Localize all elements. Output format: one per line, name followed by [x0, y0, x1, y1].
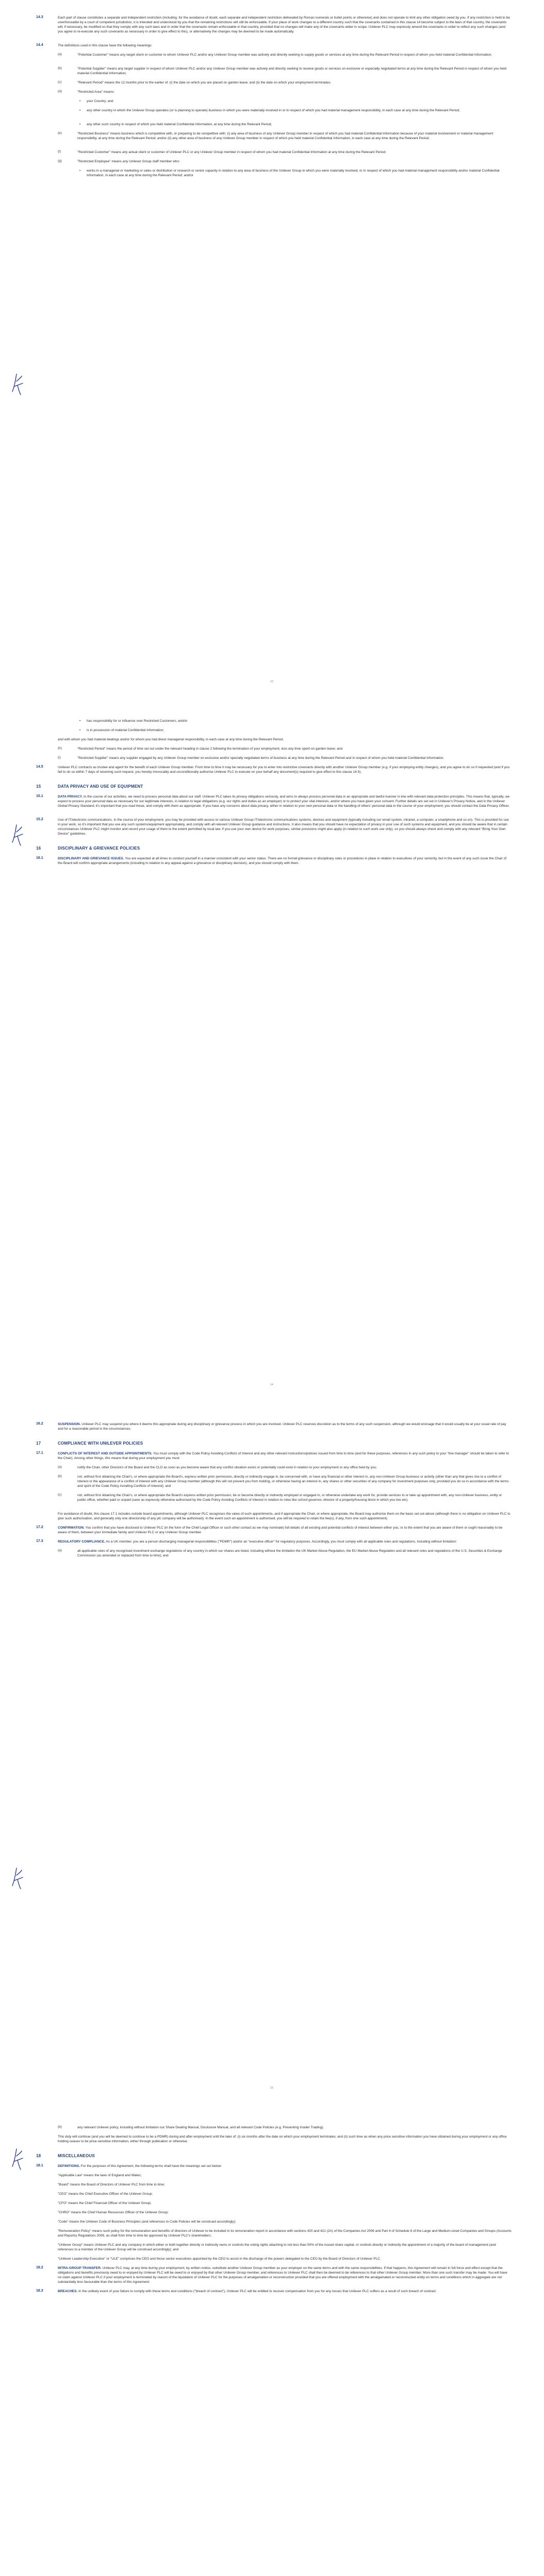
clause-text	[58, 2229, 512, 2238]
clause-text	[77, 80, 512, 85]
clause-body: "Remuneration Policy" means such policy for the remuneration and benefits of directors of Unilever to be included in its remuneration report in accordance with sections 420 and 421 (2A) of the Companies Act 2006 and Part 4 of Schedule 8 of the Large and Medium-sized Companies and Groups (Accounts and Reports) Regulations 2008, as shall from time to time be approved by Unilever PLC's shareholders;	[58, 2229, 512, 2238]
clause-body: For the purposes of this Agreement, the following terms shall have the meanings set out below:	[80, 2164, 222, 2168]
subclause-label: (b)	[58, 1475, 62, 1478]
clause-text	[58, 2134, 512, 2144]
handwritten-initial-mark	[9, 2146, 25, 2172]
clause-lead: SUSPENSION.	[58, 1422, 81, 1426]
clause-number: 15.2	[36, 818, 43, 821]
subclause-label: (i)	[58, 756, 61, 759]
clause-text	[77, 159, 512, 164]
clause-text	[58, 43, 512, 48]
clause-lead: CONFLICTS OF INTEREST AND OUTSIDE APPOINTMENTS.	[58, 1452, 153, 1455]
clause-number: 17.3	[36, 1539, 43, 1543]
clause-text	[58, 2266, 512, 2284]
clause-body: As a UK member, you are a person discharging managerial responsibilities ("PDMR") and/or an "executive officer" for regulatory purposes. Accordingly, you must comply with all applicable rules and regulations, including without limitation:	[106, 1540, 457, 1544]
section-number: 17	[36, 1441, 41, 1446]
page-number: 15	[270, 2087, 273, 2090]
clause-text	[77, 1465, 512, 1470]
section-heading: DATA PRIVACY AND USE OF EQUIPMENT	[58, 784, 143, 789]
clause-text	[58, 2173, 512, 2178]
clause-body: Unilever PLC may suspend you where it deems this appropriate during any disciplinary or grievance process in which you are involved. Unilever PLC reserves discretion as to the terms of any such suspension, although we would envisage that it would usually be at your usual rate of pay and for a reasonable period in the circumstances.	[58, 1422, 506, 1431]
section-heading: MISCELLANEOUS	[58, 2154, 95, 2158]
clause-number: 18.2	[36, 2266, 43, 2269]
clause-text	[58, 794, 512, 808]
clause-number: 18.3	[36, 2289, 43, 2293]
subclause-label: (a)	[58, 1549, 62, 1552]
clause-body: is in possession of material Confidential Information;	[87, 728, 164, 732]
clause-number: 14.3	[36, 15, 43, 19]
subclause-label: (a)	[58, 53, 62, 56]
clause-lead: DISCIPLINARY AND GRIEVANCE ISSUES.	[58, 857, 124, 860]
clause-text	[58, 1526, 512, 1535]
clause-text	[58, 856, 512, 866]
section-heading: COMPLIANCE WITH UNILEVER POLICIES	[58, 1441, 143, 1446]
clause-text	[58, 2182, 512, 2187]
clause-text	[77, 66, 512, 76]
clause-body: and with whom you had material dealings and/or for whom you had direct managerial responsibility, in each case at any time during the Relevant Period;	[58, 738, 284, 741]
clause-body: has responsibility for or influence over Restricted Customers; and/or	[87, 719, 188, 723]
clause-number: 16.2	[36, 1422, 43, 1426]
clause-body: works in a managerial or marketing or sales or distribution or research or senior capacity in relation to any area of business of the Unilever Group in which you were materially involved, or in respect of which you had material management responsibility and/or material Confidential Information, in each case at any time during the Relevant Period; and/or	[87, 169, 500, 177]
clause-body: "CFO" means the Chief Financial Officer of the Unilever Group;	[58, 2201, 152, 2205]
clause-body: You are expected at all times to conduct yourself in a manner consistent with your senior status. There are no formal grievance or disciplinary rules or procedures in place in relation to executives of your seniority, but in the event of any such issue the Chair of the Board will confirm appropriate arrangements (including in relation to any appeal against a grievance or disciplinary decision), and you should comply with them.	[58, 857, 507, 865]
clause-number: 15.1	[36, 794, 43, 798]
page-number: 14	[270, 1383, 273, 1386]
clause-body: "Potential Customer" means any target client or customer to whom Unilever PLC and/or any Unilever Group member was actively and directly seeking to supply goods or services at any time during the Relevant Period in respect of whom you held material Confidential Information;	[77, 53, 492, 57]
clause-text	[77, 747, 512, 751]
clause-body: "Restricted Employee" means any Unilever Group staff member who:	[77, 160, 180, 163]
handwritten-initial-mark	[9, 1865, 25, 1891]
clause-body: all applicable rules of any recognised investment exchange regulations of any country in which our shares are listed, including without the limitation the UK Market Abuse Regulation, the EU Market Abuse Regulation and all relevant rules and regulations of the U.S. Securities & Exchange Commission (as amended or replaced from time to time); and	[77, 1549, 502, 1557]
clause-text	[77, 1493, 512, 1502]
clause-text	[58, 1451, 512, 1461]
clause-text	[58, 2243, 512, 2252]
clause-body: "Unilever Group" means Unilever PLC and any company in which either or both together directly or indirectly owns or controls the voting rights attaching to not less than 50% of the issued share capital, or controls directly or indirectly the appointment of a majority of the board of management (and references to a member of the Unilever Group will be construed accordingly); and	[58, 2243, 496, 2251]
clause-body: For avoidance of doubt, this clause 17.1 includes outside board appointments, although Unilever PLC recognises the value of such appointments, and if appropriate the Chair, or where appropriate, the Board may authorise them on the basis set out above (although there is no obligation on Unilever PLC to give such authorisation, and generally only one directorship of any plc company will be authorised). In the event such an appointment is authorised, you will be required to retain the fee(s), if any, from one such appointment).	[58, 1512, 510, 1520]
clause-text	[58, 1422, 512, 1431]
subclause-label: (h)	[58, 747, 62, 750]
section-number: 16	[36, 846, 41, 851]
subclause-label: (c)	[58, 80, 62, 84]
clause-number: 16.1	[36, 856, 43, 860]
clause-body: Each part of clause constitutes a separate and independent restriction (including, for the avoidance of doubt, each separate and independent restriction delineated by Roman numerals or bullet points or otherwise) and does not operate to limit any other obligation owed by you. If any restriction is held to be unenforceable by a court of competent jurisdiction, it is intended and understood by you that the remaining restrictions will still be enforceable. If your place of work changes to a different country such that the covenants contained in this clause 14 become subject to the laws of that country, the covenants will, if necessary, be modified so that they comply with any such laws and in order that the covenants remain enforceable in that country, provided that no changes will make any of the covenants wider in scope. Unilever PLC may expressly amend the covenants in order to reflect any such changes (and you agree to re-execute any such covenants as necessary in order to give effect to this), or alternatively the changes may be deemed to be made automatically.	[58, 16, 510, 33]
clause-body: "CEO" means the Chief Executive Officer of the Unilever Group;	[58, 2192, 153, 2196]
clause-number: 14.4	[36, 43, 43, 47]
clause-text	[58, 2192, 512, 2196]
clause-body: any other country in which the Unilever Group operates (or is planning to operate) business in which you were materially involved in or in respect of which you had material management responsibility, in each case at any time during the Relevant Period;	[87, 109, 460, 112]
clause-text	[77, 150, 512, 155]
subclause-label: (f)	[58, 150, 61, 154]
clause-body: "Board" means the Board of Directors of Unilever PLC from time to time;	[58, 2183, 165, 2187]
clause-lead: CONFIRMATION.	[58, 1526, 85, 1530]
clause-text	[58, 2164, 512, 2168]
clause-body: The definitions used in this clause have the following meanings:	[58, 44, 153, 47]
clause-text	[58, 2219, 512, 2224]
clause-body: any other such country in respect of which you held material Confidential Information, at any time during the Relevant Period;	[87, 123, 272, 126]
clause-text	[77, 1475, 512, 1488]
clause-body: You must comply with the Code Policy Avoiding Conflicts of Interest and any other relevant instructions/policies issued from time to time (and for these purposes, references in any such policy to your "line manager" should be taken to refer to the Chair). Among other things, this means that during your employment you must:	[58, 1452, 509, 1460]
subclause-label: (d)	[58, 90, 62, 93]
clause-body: Use of IT/electronic communications. In the course of your employment, you may be provided with access to various Unilever Group IT/electronic communications systems, devices and equipment (typically including our email system, intranet, a computer, a smartphone and so on). This is provided for use in your work, so it's important that you use any such systems/equipment appropriately, and comply with all relevant Unilever Group guidance and instructions. It also means that you should have no expectation of privacy in your use of such systems and equipment, and you should be aware that in certain circumstances Unilever PLC might monitor and record your usage of them to the extent permitted by local law. If you use your own device for work purposes, similar provisions might also apply (in relation to such work use only), so you should always check and comply with any relevant "Bring Your Own Device" guidelines.	[58, 818, 509, 836]
clause-body: not, without first obtaining the Chair's, or where appropriate the Board's express written prior permission, be or become directly or indirectly employed or engaged in, or otherwise undertake any work for, provide services to or take up appointment with, any non-Unilever business, entity or public office, whether paid or unpaid (save as expressly otherwise authorised by the Code Policy Avoiding Conflicts of Interest in relation to roles like school governor, director of a property/housing block in which you live etc).	[77, 1494, 502, 1502]
clause-number: 17.1	[36, 1451, 43, 1455]
bullet-item	[87, 168, 512, 178]
clause-body: your Country; and	[87, 99, 113, 103]
clause-body: "Code" means the Unilever Code of Business Principles (and references to Code Policies will be construed accordingly);	[58, 2220, 236, 2224]
clause-number: 14.5	[36, 765, 43, 769]
handwritten-initial-mark	[9, 371, 25, 397]
subclause-label: (a)	[58, 1465, 62, 1469]
handwritten-initial-mark	[9, 822, 25, 848]
clause-lead: DATA PRIVACY.	[58, 795, 83, 799]
clause-number: 17.2	[36, 1526, 43, 1529]
clause-body: Unilever PLC contracts as trustee and agent for the benefit of each Unilever Group member. From time to time it may be necessary for you to enter into restrictive covenants directly with another Unilever Group member (e.g. if your employing entity changes), and you agree to do so if requested (and if you fail to do so within 7 days of receiving such request, you hereby irrevocably and unconditionally authorise Unilever PLC to execute on your behalf any document(s) required to give effect to this clause 14.5).	[58, 766, 510, 774]
clause-body: "Restricted Area" means:	[77, 90, 115, 94]
subclause-label: (b)	[58, 66, 62, 70]
clause-text	[77, 756, 512, 760]
clause-body: "Unilever Leadership Executive" or "ULE" comprises the CEO and those senior executives appointed by the CEO to assist in the discharge of the powers delegated to the CEO by the Board of Directors of Unilever PLC.	[58, 2257, 381, 2261]
bullet-item	[87, 99, 512, 104]
clause-number: 18.1	[36, 2164, 43, 2167]
clause-body: This duty will continue (and you will be deemed to continue to be a PDMR) during and after employment until the later of: (i) six months after the date on which your employment terminates; and (ii) such time as when any price sensitive information you have obtained during your employment or any office holding ceases to be price-sensitive information, either through publication or otherwise.	[58, 2135, 507, 2143]
bullet-item	[87, 122, 512, 127]
section-number: 15	[36, 784, 41, 789]
subclause-label: (b)	[58, 2125, 62, 2129]
clause-text	[58, 765, 512, 774]
clause-body: Unilever PLC may, at any time during your employment, by written notice, substitute another Unilever Group member as your employer on the same terms and with the same responsibilities. If that happens, this Agreement will remain in full force and effect except that the obligations and benefits previously owed to or enjoyed by Unilever PLC will be owed to or enjoyed by that other Unilever Group member, and references to Unilever PLC shall then be deemed to be references to that other Unilever Group member. More than one such transfer may be made. You will have no claim against Unilever PLC if your employment is terminated by reason of the liquidation of Unilever PLC for the purposes of amalgamation or reconstruction provided that you are offered employment with the amalgamated or reconstructed entity on terms and conditions which in aggregate are not substantially less favourable than the terms of this Agreement.	[58, 2266, 507, 2284]
clause-lead: DEFINITIONS.	[58, 2164, 80, 2168]
clause-body: You confirm that you have disclosed to Unilever PLC (in the form of the Chief Legal Officer or such other contact as we may nominate) full details of all existing and potential conflicts of interest between either you, or to the extent that you are aware of them or ought reasonably to be aware of them, between your immediate family and Unilever PLC or any Unilever Group member.	[58, 1526, 503, 1534]
clause-body: "Restricted Business" means business which is competitive with, or preparing to be competitive with: (i) any area of business of any Unilever Group member in respect of which you had material Confidential Information because of your material involvement or material management responsibility, at any time during the Relevant Period; and/or (ii) any other area of business of any Unilever Group member in respect of which you held material Confidential Information, in each case at any time during the Relevant Period;	[77, 132, 493, 140]
bullet-item	[87, 719, 512, 723]
section-number: 18	[36, 2154, 41, 2158]
clause-text	[58, 818, 512, 836]
clause-body: In the course of our activities, we need to process personal data about our staff. Unilever PLC takes its privacy obligations seriously, and aims to always process personal data in an appropriate and lawful manner in line with relevant data protection principles. This means that, typically, we expect to process your personal data as necessary for our legitimate interests, in relation to legal obligations (e.g. our rights and duties as an employer) or to protect your vital interests, and/or where you have given your consent. Further details are set out in Unilever's Privacy Notice, and in the Unilever Global Privacy Standard; it's important that you read these, and comply with them as appropriate. If you have any concerns about data privacy, either in relation to your own personal data or the handling of others' personal data in the course of your employment, you should contact the Data Privacy Officer.	[58, 795, 510, 808]
clause-lead: INTRA-GROUP TRANSFER.	[58, 2266, 102, 2270]
clause-text	[77, 131, 512, 141]
subclause-label: (e)	[58, 131, 62, 135]
clause-text	[77, 53, 512, 57]
clause-text	[58, 737, 512, 742]
clause-body: In the unlikely event of your failure to comply with these terms and conditions ("breach of contract"), Unilever PLC will be entitled to recover compensation from you for any losses that Unilever PLC suffers as a result of such breach of contract.	[78, 2290, 437, 2293]
bullet-item	[87, 728, 512, 733]
subclause-label: (g)	[58, 159, 62, 163]
clause-text	[58, 1512, 512, 1521]
clause-text	[58, 2289, 512, 2294]
clause-text	[58, 2257, 512, 2261]
bullet-item	[87, 108, 512, 113]
clause-body: "CHRO" means the Chief Human Resources Officer of the Unilever Group;	[58, 2211, 169, 2214]
clause-text	[77, 2125, 512, 2130]
clause-text	[77, 1549, 512, 1558]
clause-body: "Restricted Customer" means any actual client or customer of Unilever PLC or any Unilever Group member in respect of whom you had material Confidential Information at any time during the Relevant Period;	[77, 150, 386, 154]
clause-text	[58, 2201, 512, 2206]
clause-text	[58, 2210, 512, 2215]
clause-body: "Relevant Period" means the 12 months prior to the earlier of: (i) the date on which you are placed on garden leave; and (ii) the date on which your employment terminates;	[77, 81, 332, 84]
section-heading: DISCIPLINARY & GRIEVANCE POLICIES	[58, 846, 140, 851]
clause-body: not, without first obtaining the Chair's, or where appropriate the Board's, express written prior permission, directly or indirectly engage in, be concerned with, or have any financial or other interest in, any non-Unilever Group business or activity (other than any that gives rise to a conflict of interest or the appearance of a conflict of interest with any Unilever Group member (although this will not prevent you from holding, or otherwise having an interest in, any shares or other securities of any company for investment purposes only, provided you do so in accordance with the terms and spirit of the Code Policy Avoiding Conflicts of Interest); and	[77, 1475, 509, 1488]
clause-body: notify the Chair, other Directors of the Board and the CLO as soon as you become aware that any conflict situation exists or potentially could exist in relation to your employment or any office held by you;	[77, 1466, 377, 1469]
clause-body: "Applicable Law" means the laws of England and Wales;	[58, 2174, 142, 2177]
clause-lead: REGULATORY COMPLIANCE.	[58, 1540, 105, 1544]
clause-body: "Potential Supplier" means any target supplier in respect of whom Unilever PLC and/or any Unilever Group member was actively and directly seeking to receive goods or services on exclusive or especially negotiated terms at any time during the Relevant Period in respect of whom you held material Confidential Information;	[77, 67, 506, 75]
clause-text	[77, 90, 512, 94]
clause-body: "Restricted Supplier" means any supplier engaged by any Unilever Group member on exclusive and/or specially negotiated terms of business at any time during the Relevant Period and in respect of whom you held material Confidential Information.	[77, 756, 444, 760]
clause-text	[58, 15, 512, 34]
subclause-label: (c)	[58, 1493, 62, 1497]
clause-text	[58, 1539, 512, 1544]
clause-body: "Restricted Period" means the period of time set out under the relevant heading in clause 2 following the termination of your employment, less any time spent on garden leave; and	[77, 747, 343, 751]
clause-lead: BREACHES.	[58, 2290, 78, 2293]
page-number: 13	[270, 680, 273, 683]
clause-body: any relevant Unilever policy, including without limitation our Share Dealing Manual, Disclosure Manual, and all relevant Code Policies (e.g. Preventing Insider Trading).	[77, 2126, 324, 2129]
